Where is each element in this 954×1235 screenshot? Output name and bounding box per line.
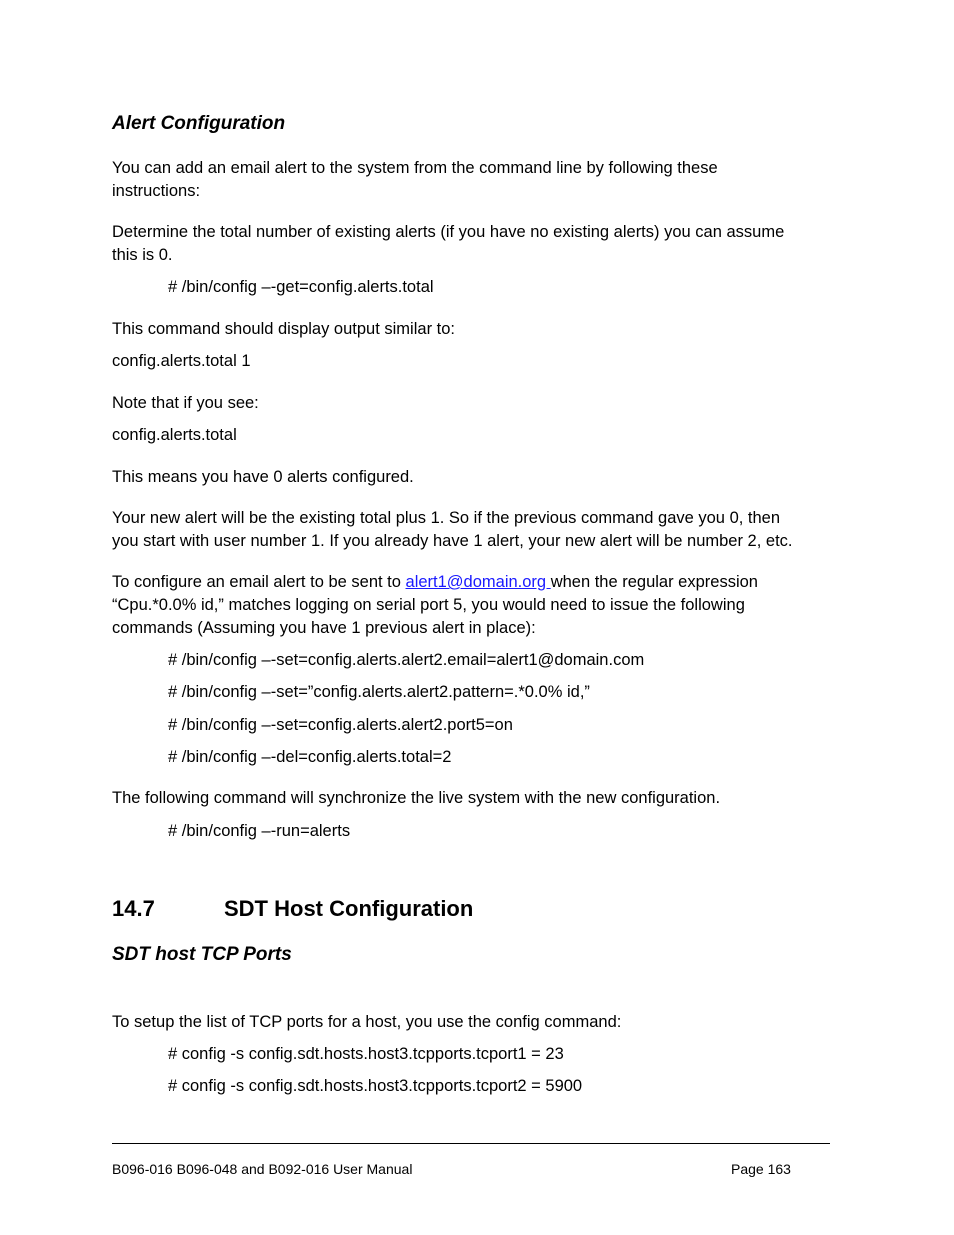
sync-line: The following command will synchronize the live system with the new configuration. bbox=[112, 789, 721, 807]
footer-rule bbox=[112, 1143, 830, 1144]
zero-alerts-meaning: This means you have 0 alerts configured. bbox=[112, 468, 414, 486]
intro-line-2: instructions: bbox=[112, 182, 201, 200]
section-title: SDT Host Configuration bbox=[224, 896, 474, 921]
command-set-port: # /bin/config –-set=config.alerts.alert2.port5=on bbox=[168, 716, 513, 734]
determine-line-2: this is 0. bbox=[112, 246, 173, 264]
footer-page-number: Page 163 bbox=[731, 1161, 791, 1177]
output-example: config.alerts.total 1 bbox=[112, 352, 251, 370]
command-tcpport2: # config -s config.sdt.hosts.host3.tcpports.tcport2 = 5900 bbox=[168, 1077, 583, 1095]
configure-post-text: when the regular expression bbox=[550, 573, 758, 591]
determine-line-1: Determine the total number of existing alerts (if you have no existing alerts) you can assume bbox=[112, 223, 785, 241]
note-intro: Note that if you see: bbox=[112, 394, 259, 412]
footer-manual-title: B096-016 B096-048 and B092-016 User Manual bbox=[112, 1161, 413, 1177]
output-intro: This command should display output similar to: bbox=[112, 320, 455, 338]
command-del-total: # /bin/config –-del=config.alerts.total=2 bbox=[168, 748, 452, 766]
email-link[interactable]: alert1@domain.org bbox=[405, 573, 551, 591]
command-run-alerts: # /bin/config –-run=alerts bbox=[168, 822, 351, 840]
new-alert-line-1: Your new alert will be the existing total plus 1. So if the previous command gave you 0, then bbox=[112, 509, 781, 527]
alert-configuration-heading: Alert Configuration bbox=[112, 113, 286, 134]
command-get-total: # /bin/config –-get=config.alerts.total bbox=[168, 278, 434, 296]
configure-line-1 bbox=[112, 571, 758, 594]
command-set-email: # /bin/config –-set=config.alerts.alert2.email=alert1@domain.com bbox=[168, 651, 645, 669]
command-set-pattern: # /bin/config –-set=”config.alerts.alert2.pattern=.*0.0% id,” bbox=[168, 683, 590, 701]
new-alert-line-2: you start with user number 1. If you already have 1 alert, your new alert will be number 2, etc. bbox=[112, 532, 793, 550]
section-number: 14.7 bbox=[112, 896, 155, 921]
intro-line-1: You can add an email alert to the system from the command line by following these bbox=[112, 159, 718, 177]
sdt-host-configuration-heading bbox=[0, 894, 954, 924]
configure-line-3: commands (Assuming you have 1 previous alert in place): bbox=[112, 619, 536, 637]
configure-pre-text: To configure an email alert to be sent to bbox=[112, 573, 406, 591]
configure-line-2: “Cpu.*0.0% id,” matches logging on serial port 5, you would need to issue the following bbox=[112, 596, 745, 614]
note-example: config.alerts.total bbox=[112, 426, 237, 444]
tcp-ports-intro: To setup the list of TCP ports for a host, you use the config command: bbox=[112, 1013, 622, 1031]
sdt-tcp-ports-heading: SDT host TCP Ports bbox=[112, 944, 292, 965]
command-tcpport1: # config -s config.sdt.hosts.host3.tcpports.tcport1 = 23 bbox=[168, 1045, 564, 1063]
